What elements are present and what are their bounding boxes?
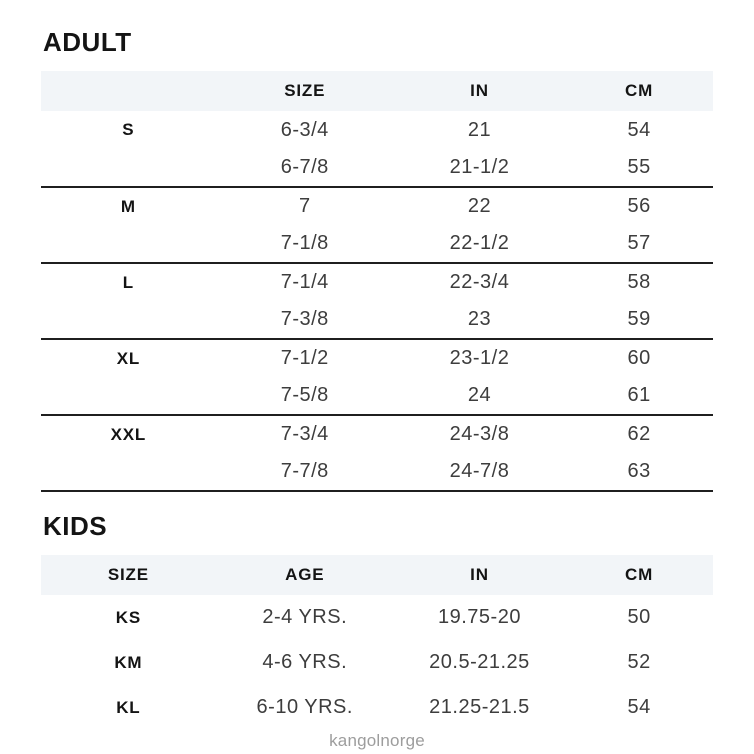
header-row: [41, 555, 713, 595]
size-group-l: [41, 263, 713, 339]
row-label: [41, 225, 216, 263]
table-row: [41, 453, 713, 491]
size-group-m: [41, 187, 713, 263]
table-row: [41, 595, 713, 640]
cell: 50: [627, 606, 651, 628]
cell: 22-1/2: [449, 232, 510, 254]
cell: 7-1/8: [280, 232, 329, 254]
row-label: KS: [115, 607, 141, 627]
cell: 2-4 YRS.: [262, 606, 348, 628]
cell: 54: [627, 118, 651, 141]
row-label: S: [122, 120, 135, 139]
adult-size-table: [41, 71, 713, 492]
column-header-size: SIZE: [41, 555, 216, 595]
adult-section-title: ADULT: [43, 27, 132, 57]
cell: 7-7/8: [280, 460, 329, 482]
cell: 23-1/2: [449, 347, 510, 369]
adult-section: [41, 27, 713, 492]
cell: 23: [467, 308, 492, 330]
cell: 22-3/4: [449, 271, 510, 293]
cell: 56: [627, 195, 651, 217]
cell: 6-10 YRS.: [256, 696, 353, 718]
cell: 21.25-21.5: [429, 696, 530, 718]
table-row: [41, 377, 713, 415]
cell: 22: [467, 195, 492, 217]
cell: 52: [627, 651, 651, 673]
adult-table-header: [41, 71, 713, 111]
cell: 7-3/4: [280, 423, 329, 445]
cell: 24-3/8: [449, 423, 510, 445]
cell: 7-3/8: [280, 308, 329, 330]
column-header-in: IN: [394, 555, 565, 595]
kids-table-body: [41, 595, 713, 730]
header-row: [41, 71, 713, 111]
table-row: [41, 225, 713, 263]
row-label: L: [122, 272, 134, 292]
table-row: [41, 301, 713, 339]
cell: 62: [627, 423, 651, 445]
cell: 60: [627, 347, 651, 369]
cell: 61: [627, 384, 651, 406]
cell: 6-3/4: [280, 118, 329, 141]
row-label: XL: [116, 348, 141, 368]
cell: 20.5-21.25: [429, 651, 530, 673]
table-row: [41, 339, 713, 377]
cell: 7-1/2: [280, 347, 329, 369]
table-row: [41, 149, 713, 187]
kids-section-title: KIDS: [43, 511, 108, 541]
column-header-in: IN: [394, 71, 565, 111]
cell: 24: [467, 384, 492, 406]
cell: 4-6 YRS.: [262, 651, 348, 673]
column-header-blank: [41, 71, 216, 111]
row-label: [41, 301, 216, 339]
cell: 19.75-20: [437, 606, 521, 628]
size-group-xl: [41, 339, 713, 415]
cell: 55: [627, 156, 651, 178]
footer-brand: kangolnorge: [329, 731, 425, 750]
column-header-age: AGE: [216, 555, 394, 595]
cell: 21: [467, 118, 492, 141]
cell: 7-1/4: [280, 271, 329, 293]
table-row: [41, 640, 713, 685]
cell: 57: [627, 232, 651, 254]
size-group-s: [41, 111, 713, 187]
cell: 7: [298, 195, 311, 217]
column-header-cm: CM: [565, 71, 713, 111]
size-group-xxl: [41, 415, 713, 491]
table-row: [41, 187, 713, 225]
row-label: KM: [114, 652, 143, 672]
table-row: [41, 685, 713, 730]
row-label: [41, 377, 216, 415]
row-label: XXL: [110, 424, 147, 444]
row-label: [41, 149, 216, 187]
cell: 58: [627, 271, 651, 293]
table-row: [41, 415, 713, 453]
cell: 6-7/8: [280, 156, 329, 178]
row-label: [41, 453, 216, 491]
row-label: KL: [116, 697, 141, 717]
column-header-size: SIZE: [216, 71, 394, 111]
cell: 21-1/2: [449, 156, 510, 178]
kids-section: [41, 511, 713, 730]
cell: 24-7/8: [449, 460, 510, 482]
cell: 63: [627, 460, 651, 482]
kids-size-table: [41, 555, 713, 730]
cell: 54: [627, 696, 651, 718]
table-row: [41, 263, 713, 301]
cell: 7-5/8: [280, 384, 329, 406]
column-header-cm: CM: [565, 555, 713, 595]
row-label: M: [120, 196, 136, 216]
kids-table-header: [41, 555, 713, 595]
table-row: [41, 111, 713, 149]
cell: 59: [627, 308, 651, 330]
